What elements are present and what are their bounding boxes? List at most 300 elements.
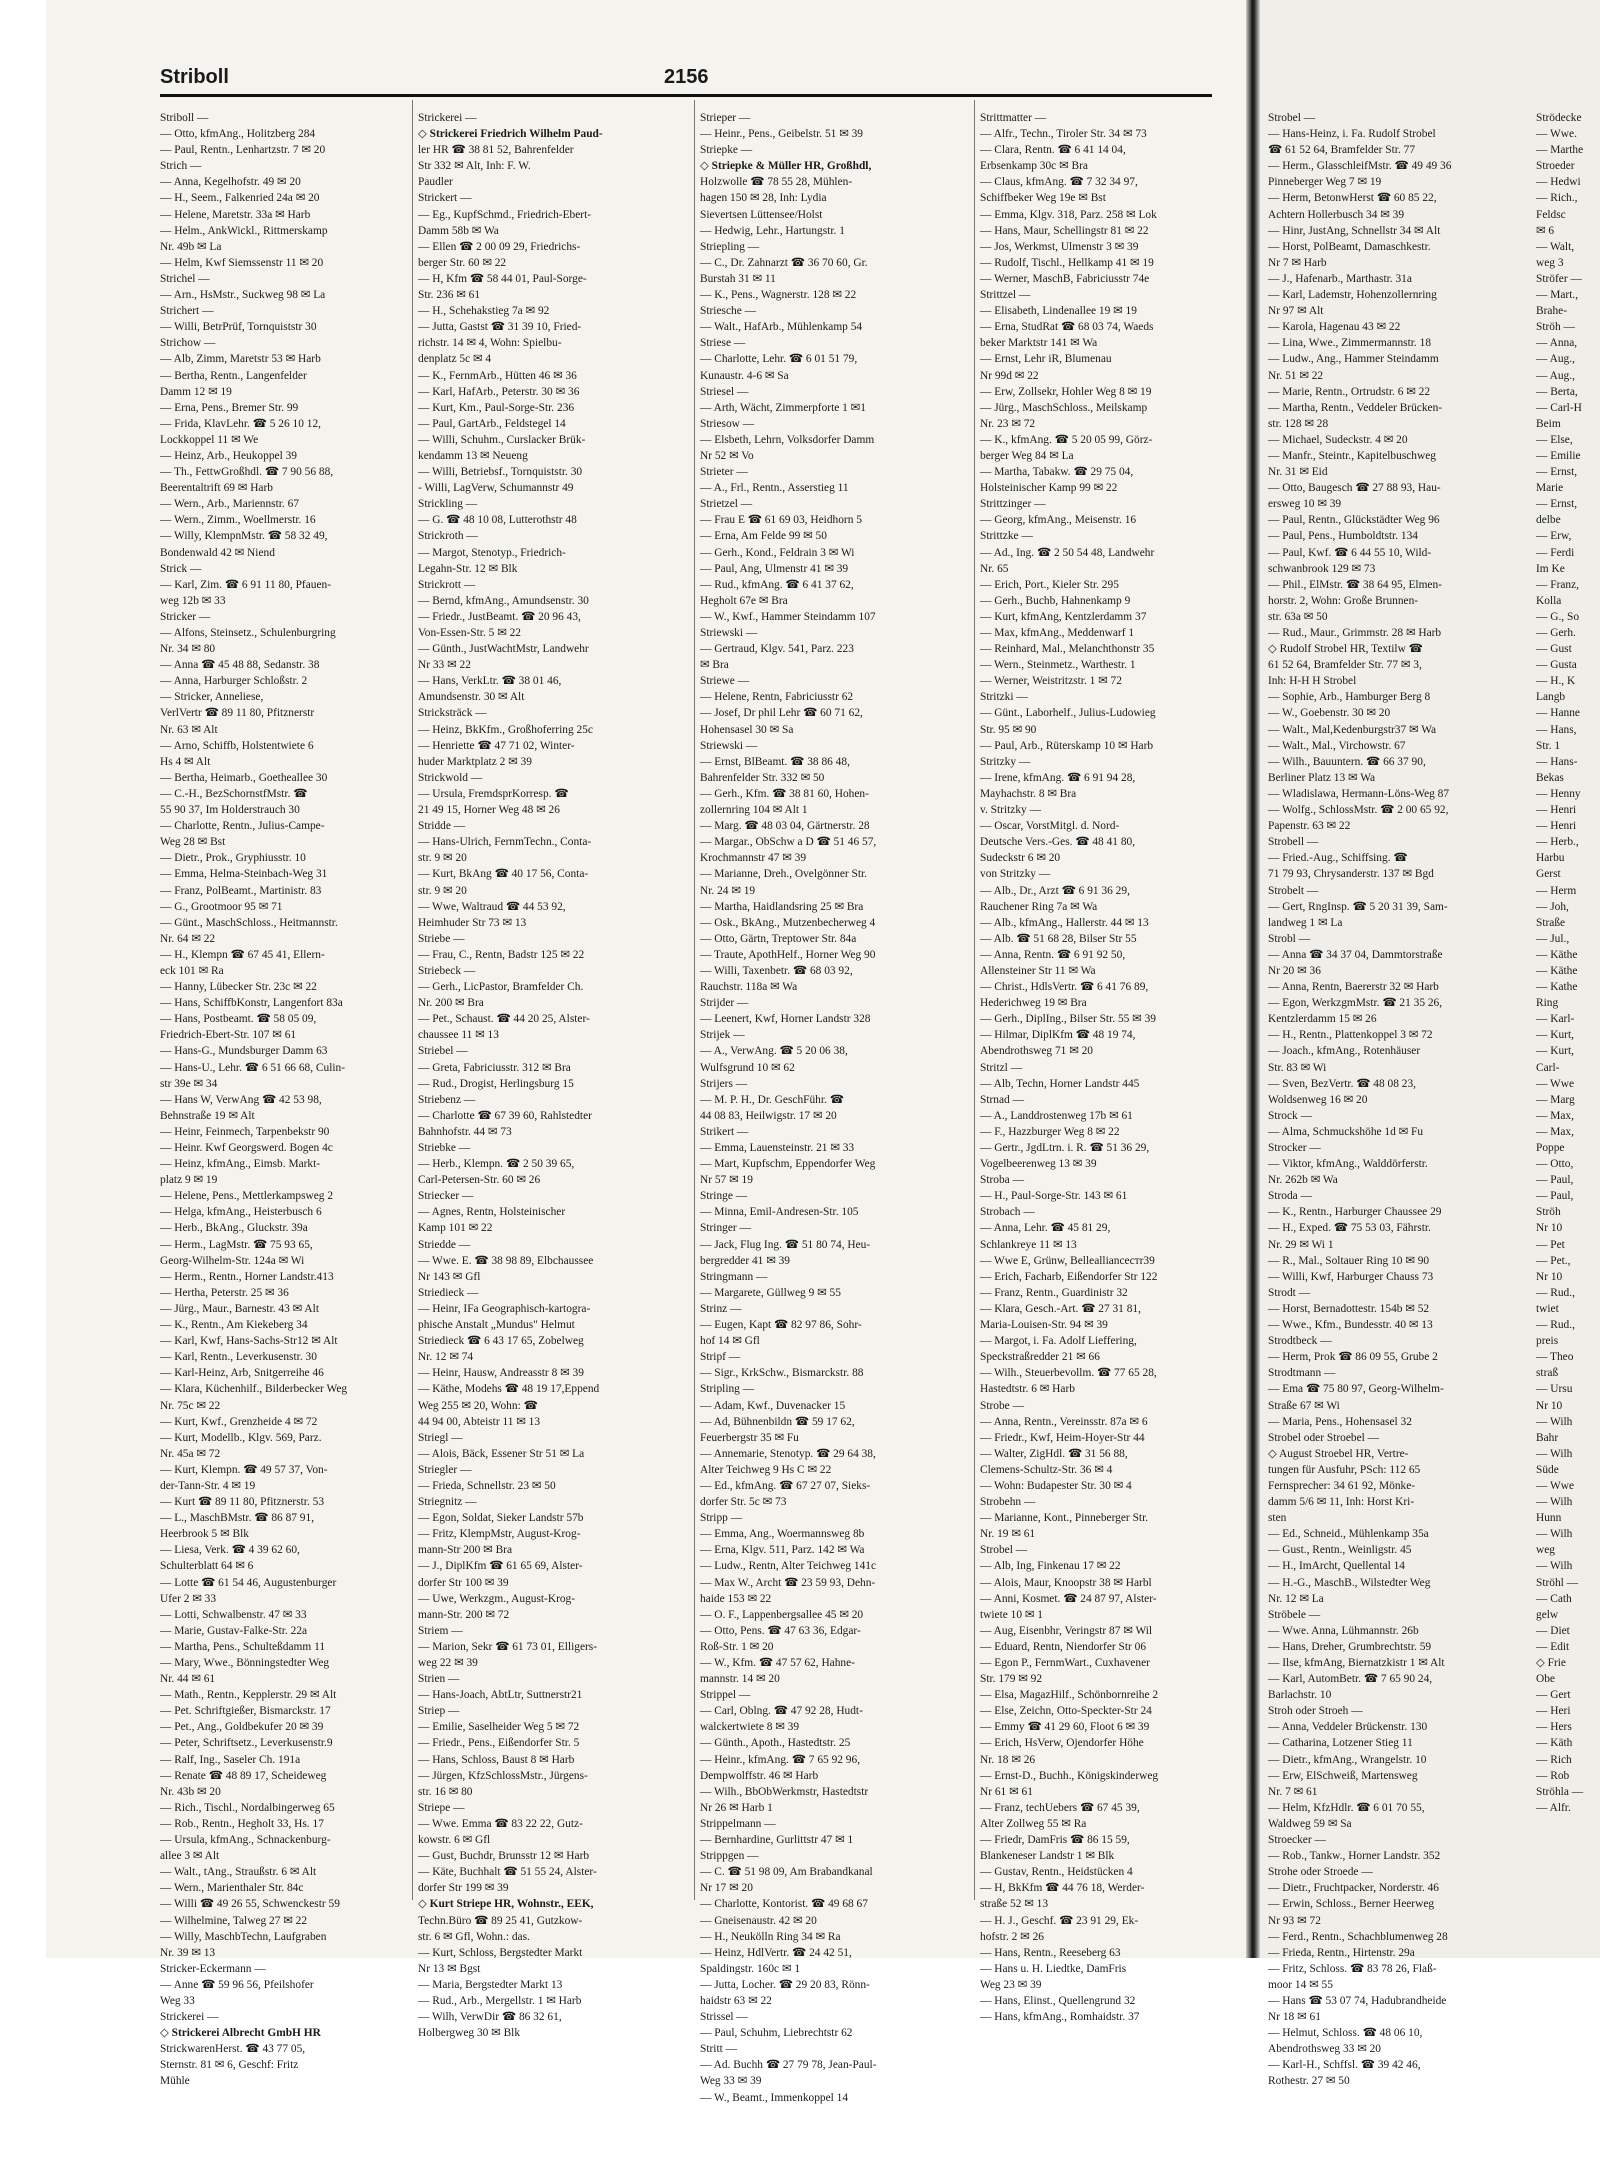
directory-entry-line: — Eugen, Kapt ☎ 82 97 86, Sohr-	[700, 1319, 862, 1332]
directory-entry-line: — Walt., Mal., Virchowstr. 67	[1268, 739, 1406, 752]
directory-entry-line: — Liesa, Verk. ☎ 4 39 62 60,	[160, 1544, 300, 1557]
directory-entry-line: — C., Dr. Zahnarzt ☎ 36 70 60, Gr.	[700, 256, 868, 269]
directory-entry-line: twiete 10 ✉ 1	[980, 1608, 1044, 1621]
directory-entry-line: Nr. 75c ✉ 22	[160, 1399, 221, 1412]
directory-entry-line: — Heinr, IFa Geographisch-kartogra-	[418, 1302, 591, 1315]
directory-entry-line: — Willi ☎ 49 26 55, Schwenckestr 59	[160, 1898, 340, 1911]
directory-entry-line: — Wwe E, Grünw, Belleallianceстr39	[980, 1254, 1155, 1267]
directory-entry-line: beker Marktstr 141 ✉ Wa	[980, 337, 1098, 350]
directory-entry-line: — M. P. H., Dr. GeschFühr. ☎	[700, 1093, 844, 1106]
directory-entry-line: — Helene, Maretstr. 33a ✉ Harb	[160, 208, 311, 221]
directory-entry-line: Kamp 101 ✉ 22	[418, 1222, 493, 1235]
directory-entry-line: Strittzinger —	[980, 498, 1046, 511]
directory-entry-line: Weg 23 ✉ 39	[980, 1978, 1042, 1991]
directory-entry-line: — Dietr., Fruchtpacker, Norderstr. 46	[1268, 1882, 1439, 1895]
directory-entry-line: Nr 93 ✉ 72	[1268, 1914, 1321, 1927]
directory-entry-line: — Gertr., JgdLtrn. i. R. ☎ 51 36 29,	[980, 1142, 1150, 1154]
column-divider	[974, 100, 975, 1900]
directory-entry-line: — Arth, Wächt, Zimmerpforte 1 ✉1	[700, 401, 866, 414]
directory-entry-line: — Alb, Ing, Finkenau 17 ✉ 22	[980, 1560, 1121, 1573]
directory-entry-line: — Pet. Schriftgießer, Bismarckstr. 17	[160, 1705, 331, 1718]
directory-entry-line: Straße 67 ✉ Wi	[1268, 1399, 1340, 1412]
directory-entry-line: Marie	[1536, 482, 1564, 495]
directory-entry-line: Stripling —	[700, 1383, 755, 1396]
directory-entry-line: — Frida, KlavLehr. ☎ 5 26 10 12,	[160, 417, 321, 430]
directory-entry-line: Striese —	[700, 337, 746, 350]
directory-entry-line: — Gerh., LicPastor, Bramfelder Ch.	[418, 981, 584, 994]
directory-entry-line: — Paul, Ang, Ulmenstr 41 ✉ 39	[700, 562, 849, 575]
directory-entry-line: ✉ 6	[1536, 224, 1555, 237]
directory-entry-line: — A., Landdrostenweg 17b ✉ 61	[980, 1109, 1133, 1122]
directory-entry-line: Allensteiner Str 11 ✉ Wa	[980, 964, 1096, 977]
directory-entry-line: Strickroth —	[418, 530, 478, 543]
directory-entry-line: — Helm., AnkWickl., Rittmerskamp	[160, 224, 328, 237]
directory-entry-line: mann-Str 200 ✉ Bra	[418, 1544, 513, 1557]
directory-entry-line: - Willi, LagVerw, Schumannstr 49	[418, 482, 574, 495]
directory-entry-line: — Erna, Klgv. 511, Parz. 142 ✉ Wa	[700, 1544, 865, 1557]
directory-entry-line: — Catharina, Lotzener Stieg 11	[1268, 1737, 1413, 1750]
directory-entry-line: Mayhachstr. 8 ✉ Bra	[980, 787, 1077, 800]
directory-entry-line: Nr. 43b ✉ 20	[160, 1785, 221, 1798]
directory-entry-line: Strobl —	[1268, 932, 1311, 945]
directory-entry-line: — Rich	[1536, 1753, 1572, 1766]
directory-entry-line: — Klara, Küchenhilf., Bilderbecker Weg	[160, 1383, 348, 1396]
directory-entry-line: — Franz, PolBeamt., Martinistr. 83	[160, 884, 322, 897]
directory-entry-line: — K., Rentn., Am Kiekeberg 34	[160, 1319, 308, 1332]
directory-entry-line: Nr. 64 ✉ 22	[160, 932, 216, 945]
directory-entry-line: VerlVertr ☎ 89 11 80, Pfitznerstr	[160, 707, 315, 720]
directory-entry-line: — Hans-Joach, AbtLtr, Suttnerstr21	[418, 1689, 583, 1702]
directory-entry-line: Ströfer —	[1536, 272, 1582, 285]
directory-entry-line: tungen für Ausfuhr, PSch: 112 65	[1268, 1463, 1421, 1476]
directory-entry-line: — Heinz, HdlVertr. ☎ 24 42 51,	[700, 1946, 852, 1959]
directory-entry-line: Nr 97 ✉ Alt	[1268, 305, 1324, 318]
directory-entry-line: — C.-H., BezSchornstfMstr. ☎	[160, 787, 308, 800]
directory-entry-line: Erbsenkamp 30c ✉ Bra	[980, 160, 1088, 173]
directory-entry-line: — Frieda, Schnellstr. 23 ✉ 50	[418, 1479, 556, 1492]
directory-entry-line: — Martha, Rentn., Veddeler Brücken-	[1268, 401, 1443, 414]
directory-entry-line: Strien —	[418, 1673, 460, 1686]
directory-entry-line: der-Tann-Str. 4 ✉ 19	[160, 1479, 256, 1492]
directory-entry-line: Sievertsen Lüttensee/Holst	[700, 208, 823, 221]
directory-entry-line: allee 3 ✉ Alt	[160, 1850, 220, 1863]
directory-entry-line: — Ernst,	[1536, 498, 1578, 511]
directory-entry-line: Nr. 18 ✉ 26	[980, 1753, 1036, 1766]
directory-entry-line: von Stritzky —	[980, 868, 1051, 881]
directory-entry-line: Stritt —	[700, 2043, 738, 2056]
directory-entry-line: — Rud., Maur., Grimmstr. 28 ✉ Harb	[1268, 627, 1442, 639]
directory-entry-line: horstr. 2, Wohn: Große Brunnen-	[1268, 594, 1419, 607]
directory-entry-line: — Ursula, FremdsprKorresp. ☎	[418, 787, 569, 800]
directory-entry-line: — Margarete, Güllweg 9 ✉ 55	[700, 1286, 841, 1299]
directory-entry-line: Von-Essen-Str. 5 ✉ 22	[418, 627, 521, 639]
directory-entry-line: — Margar., ObSchw a D ☎ 51 46 57,	[700, 836, 877, 849]
directory-entry-line: — Jutta, Locher. ☎ 29 20 83, Rönn-	[700, 1978, 870, 1991]
directory-entry-line: Stritzky —	[980, 755, 1031, 768]
directory-entry-line: — Erich, HsVerw, Ojendorfer Höhe	[980, 1737, 1144, 1750]
directory-entry-line: Nr 10	[1536, 1399, 1563, 1412]
directory-entry-line: — Elsa, MagazHilf., Schönbornreihe 2	[980, 1689, 1159, 1702]
directory-entry-line: — Wwe. Emma ☎ 83 22 22, Gutz-	[418, 1817, 583, 1830]
directory-entry-line: — Erw, Zollsekr, Hohler Weg 8 ✉ 19	[980, 385, 1152, 398]
directory-entry-line: — Max W., Archt ☎ 23 59 93, Dehn-	[700, 1576, 876, 1589]
directory-entry-line: — Erna, StudRat ☎ 68 03 74, Waeds	[980, 321, 1154, 334]
directory-entry-line: — Hedwig, Lehr., Hartungstr. 1	[700, 224, 845, 237]
directory-entry-line: Strittzke —	[980, 530, 1033, 543]
directory-entry-line: — Wilh., Steuerbevollm. ☎ 77 65 28,	[980, 1367, 1157, 1380]
directory-entry-line: — Margot, Stenotyp., Friedrich-	[418, 546, 566, 559]
directory-entry-line: Bahr	[1536, 1431, 1559, 1444]
directory-entry-line: — Gerh., DiplIng., Bilser Str. 55 ✉ 39	[980, 1013, 1156, 1026]
directory-entry-line: — Paul,	[1536, 1190, 1574, 1203]
directory-entry-line: Striegl —	[418, 1431, 463, 1444]
directory-entry-line: — Herm., GlasschleifMstr. ☎ 49 49 36	[1268, 160, 1452, 173]
directory-entry-line: — Wilh	[1536, 1528, 1573, 1541]
directory-entry-line: Abendrothsweg 71 ✉ 20	[980, 1045, 1093, 1058]
directory-entry-line: walckertwiete 8 ✉ 39	[700, 1721, 800, 1734]
directory-entry-line: berger Weg 84 ✉ La	[980, 449, 1074, 462]
directory-entry-line: Strobel —	[1268, 112, 1316, 124]
directory-entry-line: — H., Rentn., Plattenkoppel 3 ✉ 72	[1268, 1029, 1433, 1042]
directory-entry-line: Striebenz —	[418, 1093, 476, 1106]
directory-entry-line: Striegler —	[418, 1463, 472, 1476]
directory-entry-line: — Hans, Rentn., Reeseberg 63	[980, 1946, 1121, 1959]
directory-entry-line: haide 153 ✉ 22	[700, 1592, 772, 1605]
directory-entry-line: Legahn-Str. 12 ✉ Blk	[418, 562, 518, 575]
directory-entry-line: — Marianne, Dreh., Ovelgönner Str.	[700, 868, 868, 881]
directory-entry-line: Holsteinischer Kamp 99 ✉ 22	[980, 482, 1118, 495]
directory-entry-line: Striesche —	[700, 305, 756, 318]
directory-entry-line: — Hans, Elinst., Quellengrund 32	[980, 1994, 1136, 2007]
directory-entry-line: Strickwold —	[418, 771, 483, 784]
directory-entry-line: — A., VerwAng. ☎ 5 20 06 38,	[700, 1045, 848, 1058]
directory-entry-line: Feldsc	[1536, 208, 1566, 221]
directory-entry-line: — Friedr, DamFris ☎ 86 15 59,	[980, 1834, 1130, 1847]
directory-entry-line: Rauchener Ring 7a ✉ Wa	[980, 900, 1098, 913]
directory-entry-line: Str. 83 ✉ Wi	[1268, 1061, 1327, 1074]
directory-entry-line: Weg 33 ✉ 39	[700, 2075, 762, 2088]
directory-entry-line: Speckstraßredder 21 ✉ 66	[980, 1351, 1100, 1364]
directory-entry-line: — Rich.,	[1536, 192, 1578, 205]
directory-entry-line: — Rud.,	[1536, 1286, 1575, 1299]
directory-entry-line: — Clara, Rentn. ☎ 6 41 14 04,	[980, 144, 1126, 157]
directory-entry-line: str. 16 ✉ 80	[418, 1785, 473, 1798]
directory-entry-line: — Willi, BetrPrüf, Tornquiststr 30	[160, 321, 317, 334]
directory-entry-line: — Horst, Bernadottestr. 154b ✉ 52	[1268, 1302, 1430, 1315]
directory-entry-line: Nr. 44 ✉ 61	[160, 1673, 216, 1686]
directory-entry-line: — Heinr., kfmAng. ☎ 7 65 92 96,	[700, 1753, 861, 1766]
directory-entry-line: — Mart.,	[1536, 289, 1579, 302]
directory-entry-line: — H., Neukölln Ring 34 ✉ Ra	[700, 1930, 841, 1943]
directory-entry-line: Nr. 200 ✉ Bra	[418, 997, 484, 1010]
directory-entry-line: — Karl-Heinz, Arb, Snitgerreihe 46	[160, 1367, 324, 1380]
directory-entry-line: Striewski —	[700, 627, 758, 639]
directory-entry-line: Beim	[1536, 417, 1561, 430]
directory-entry-line: Bahnhofstr. 44 ✉ 73	[418, 1125, 512, 1138]
directory-entry-line: Nr 18 ✉ 61	[1268, 2011, 1321, 2024]
directory-entry-line: — Herm., Rentn., Horner Landstr.413	[160, 1270, 334, 1283]
directory-entry-line: Nr 20 ✉ 36	[1268, 964, 1321, 977]
directory-entry-line: — Gertraud, Klgv. 541, Parz. 223	[700, 643, 854, 656]
directory-entry-line: — Maria, Bergstedter Markt 13	[418, 1978, 563, 1991]
directory-entry-line: — Charlotte, Lehr. ☎ 6 01 51 79,	[700, 353, 858, 366]
directory-entry-line: Stridde —	[418, 820, 466, 833]
directory-entry-line: Strodtmann —	[1268, 1367, 1336, 1380]
directory-entry-line: Bekas	[1536, 771, 1564, 784]
directory-entry-line: — Hilmar, DiplKfm ☎ 48 19 74,	[980, 1029, 1136, 1042]
directory-entry-line: str. 9 ✉ 20	[418, 884, 467, 897]
directory-entry-line: — Wwe, Waltraud ☎ 44 53 92,	[418, 900, 566, 913]
directory-entry-line: — Kurt ☎ 89 11 80, Pfitznerstr. 53	[160, 1496, 325, 1509]
directory-entry-line: Striebe —	[418, 932, 465, 945]
directory-entry-line: 44 08 83, Heilwigstr. 17 ✉ 20	[700, 1109, 837, 1122]
directory-entry-line: str. 128 ✉ 28	[1268, 417, 1329, 430]
directory-entry-line: Süde	[1536, 1463, 1559, 1476]
directory-entry-line: — Dietr., Prok., Gryphiusstr. 10	[160, 852, 306, 865]
directory-entry-line: preis	[1536, 1335, 1559, 1348]
directory-entry-line: Damm 12 ✉ 19	[160, 385, 232, 398]
directory-entry-line: — H, BkKfm ☎ 44 76 18, Werder-	[980, 1882, 1145, 1895]
directory-entry-line: — Ed., kfmAng. ☎ 67 27 07, Sieks-	[700, 1479, 871, 1492]
directory-entry-line: Strick —	[160, 562, 202, 575]
directory-entry-line: Hastedtstr. 6 ✉ Harb	[980, 1383, 1075, 1396]
directory-entry-line: — Manfr., Steintr., Kapitelbuschweg	[1268, 449, 1436, 462]
directory-entry-line: — Aug.,	[1536, 369, 1575, 382]
directory-entry-line: — Rob., Rentn., Hegholt 33, Hs. 17	[160, 1817, 324, 1830]
header-rule	[160, 94, 1212, 97]
directory-entry-line: Wulfsgrund 10 ✉ 62	[700, 1061, 795, 1074]
directory-entry-line: straß	[1536, 1367, 1559, 1380]
directory-entry-line: — Gust	[1536, 643, 1572, 656]
directory-entry-line: — Theo	[1536, 1351, 1574, 1364]
directory-entry-line: — Viktor, kfmAng., Walddörferstr.	[1268, 1158, 1428, 1171]
directory-entry-line: — Ema ☎ 75 80 97, Georg-Wilhelm-	[1268, 1383, 1444, 1396]
directory-entry-line: — Hans, Postbeamt. ☎ 58 05 09,	[160, 1013, 317, 1026]
directory-entry-line: Bahrenfelder Str. 332 ✉ 50	[700, 771, 825, 784]
directory-entry-line: — A., Frl., Rentn., Asserstieg 11	[700, 482, 849, 495]
directory-entry-line: — Heinz, kfmAng., Eimsb. Markt-	[160, 1158, 321, 1171]
directory-entry-line: — Erwin, Schloss., Berner Heerweg	[1268, 1898, 1435, 1911]
directory-entry-line: Mühle	[160, 2075, 190, 2088]
directory-entry-line: — Friedr., Pens., Eißendorfer Str. 5	[418, 1737, 580, 1750]
directory-entry-line: — Wilh	[1536, 1496, 1573, 1509]
directory-entry-line: — Greta, Fabriciusstr. 312 ✉ Bra	[418, 1061, 571, 1074]
directory-entry-line: — Ed., Schneid., Mühlenkamp 35a	[1268, 1528, 1429, 1541]
directory-entry-line: Strickerei —	[160, 2011, 219, 2024]
directory-entry-line: — Hans, Maur, Schellingstr 81 ✉ 22	[980, 224, 1149, 237]
directory-entry-line: Nr. 23 ✉ 72	[980, 417, 1036, 430]
directory-entry-line: Hohensasel 30 ✉ Sa	[700, 723, 794, 736]
directory-entry-line: Strobe —	[980, 1399, 1024, 1412]
running-head-surname: Striboll	[160, 66, 229, 88]
directory-entry-line: Bondenwald 42 ✉ Niend	[160, 546, 275, 559]
directory-entry-line: — Anna, Rentn, Baererstr 32 ✉ Harb	[1268, 981, 1439, 994]
directory-entry-line: — Karola, Hagenau 43 ✉ 22	[1268, 321, 1401, 334]
directory-entry-line: Straße	[1536, 916, 1566, 929]
directory-entry-line: — Alois, Bäck, Essener Str 51 ✉ La	[418, 1447, 585, 1460]
directory-entry-line: — Wwe.	[1536, 128, 1577, 141]
directory-entry-line: Striesel —	[700, 385, 749, 398]
directory-entry-line: — Heinr., Pens., Geibelstr. 51 ✉ 39	[700, 128, 863, 141]
directory-entry-line: str. 9 ✉ 20	[418, 852, 467, 865]
directory-entry-line: — Reinhard, Mal., Melanchthonstr 35	[980, 643, 1155, 656]
directory-entry-line: — Herb.,	[1536, 836, 1579, 849]
directory-entry-line: — F., Hazzburger Weg 8 ✉ 22	[980, 1125, 1120, 1138]
directory-entry-line: — Max,	[1536, 1109, 1574, 1122]
directory-entry-line: — Emma, Ang., Woermannsweg 8b	[700, 1528, 865, 1541]
directory-entry-line: — Else,	[1536, 433, 1573, 446]
directory-entry-line: — Diet	[1536, 1624, 1570, 1637]
directory-entry-line: Strissel —	[700, 2011, 748, 2024]
directory-entry-line: Alter Zollweg 55 ✉ Ra	[980, 1817, 1087, 1830]
directory-entry-line: — Else, Zeichn, Otto-Speckter-Str 24	[980, 1705, 1152, 1718]
directory-entry-line: — Marie, Gustav-Falke-Str. 22a	[160, 1624, 308, 1637]
directory-entry-line: — Wern., Marienthaler Str. 84c	[160, 1882, 304, 1895]
directory-entry-line: — Pet	[1536, 1238, 1565, 1251]
directory-entry-line: Stringe —	[700, 1190, 748, 1203]
directory-entry-line: — Horst, PolBeamt, Damaschkestr.	[1268, 240, 1431, 253]
directory-entry-line: — Stricker, Anneliese,	[160, 691, 264, 704]
directory-entry-line: Strittzel —	[980, 289, 1031, 302]
directory-entry-line: — Egon P., FernmWart., Cuxhavener	[980, 1657, 1150, 1669]
directory-entry-line: ◇ Rudolf Strobel HR, Textilw ☎	[1268, 643, 1423, 656]
directory-entry-line: — Gustav, Rentn., Heidstücken 4	[980, 1866, 1133, 1879]
directory-entry-line: — Frieda, Rentn., Hirtenstr. 29a	[1268, 1946, 1415, 1959]
directory-entry-line: — Paul,	[1536, 1174, 1574, 1187]
directory-entry-line: — Wilh., Bauuntern. ☎ 66 37 90,	[1268, 755, 1426, 768]
directory-entry-line: — Wern., Arb., Mariennstr. 67	[160, 498, 300, 511]
facing-page-column	[1268, 110, 1530, 2088]
directory-entry-line: — Hans W, VerwAng ☎ 42 53 98,	[160, 1093, 322, 1106]
directory-entry-line: Strikert —	[700, 1125, 749, 1138]
directory-entry-line: — Paul, Rentn., Lenhartzstr. 7 ✉ 20	[160, 144, 326, 157]
directory-entry-line: — Helene, Rentn, Fabriciusstr 62	[700, 691, 854, 704]
directory-entry-line: bergredder 41 ✉ 39	[700, 1254, 790, 1267]
directory-entry-line: Maria-Louisen-Str. 94 ✉ 39	[980, 1319, 1108, 1332]
directory-entry-line: — Gust, Buchdr, Brunsstr 12 ✉ Harb	[418, 1850, 590, 1863]
directory-column-2	[418, 110, 673, 2040]
directory-entry-line: Sternstr. 81 ✉ 6, Geschf: Fritz	[160, 2059, 299, 2072]
directory-entry-line: — Wilh, VerwDir ☎ 86 32 61,	[418, 2011, 562, 2024]
directory-entry-line: — H., K	[1536, 675, 1576, 688]
directory-entry-line: — Otto, Baugesch ☎ 27 88 93, Hau-	[1268, 482, 1441, 495]
directory-entry-line: — Günt., Laborhelf., Julius-Ludowieg	[980, 707, 1156, 720]
directory-entry-line: — Erich, Facharb, Eißendorfer Str 122	[980, 1270, 1158, 1283]
directory-entry-line: — Ellen ☎ 2 00 09 29, Friedrichs-	[418, 240, 581, 253]
directory-entry-line: — Alb., Dr., Arzt ☎ 6 91 36 29,	[980, 884, 1130, 897]
directory-entry-line: — Anna,	[1536, 337, 1578, 350]
directory-column-4	[980, 110, 1235, 2024]
directory-entry-line: Strippel —	[700, 1689, 751, 1702]
directory-entry-line: str. 63a ✉ 50	[1268, 610, 1328, 623]
directory-entry-line: Strohe oder Stroede —	[1268, 1866, 1373, 1879]
column-divider	[694, 100, 695, 1900]
directory-entry-line: — Charlotte ☎ 67 39 60, Rahlstedter	[418, 1109, 592, 1122]
directory-entry-line: — Anne ☎ 59 96 56, Pfeilshofer	[160, 1978, 314, 1991]
directory-entry-line: delbe	[1536, 514, 1561, 527]
directory-entry-line: — Herb., BkAng., Gluckstr. 39a	[160, 1222, 308, 1235]
directory-entry-line: — Werner, Weistritzstr. 1 ✉ 72	[980, 675, 1122, 688]
directory-entry-line: haidstr 63 ✉ 22	[700, 1994, 772, 2007]
directory-entry-line: — Willi, Betriebsf., Tornquiststr. 30	[418, 466, 583, 479]
directory-entry-line: Strobach —	[980, 1206, 1035, 1219]
directory-entry-line: berger Str. 60 ✉ 22	[418, 256, 507, 269]
directory-entry-line: platz 9 ✉ 19	[160, 1174, 218, 1187]
directory-entry-line: — Hans, SchiffbKonstr, Langenfort 83a	[160, 997, 343, 1010]
directory-entry-line: — Aug.,	[1536, 353, 1575, 366]
directory-entry-line: — Mart, Kupfschm, Eppendorfer Weg	[700, 1158, 876, 1171]
directory-entry-line: Stroda —	[1268, 1190, 1312, 1203]
directory-entry-line: Strodt —	[1268, 1286, 1311, 1299]
directory-entry-line: — Martha, Haidlandsring 25 ✉ Bra	[700, 900, 864, 913]
directory-entry-line: — Hanny, Lübecker Str. 23c ✉ 22	[160, 981, 317, 994]
directory-entry-line: — Erw,	[1536, 530, 1572, 543]
directory-entry-line: — Carl-H	[1536, 401, 1582, 414]
directory-entry-line: Strinz —	[700, 1302, 742, 1315]
directory-entry-line: phische Anstalt „Mundus" Helmut	[418, 1319, 575, 1332]
directory-entry-line: — Willi, Schuhm., Curslacker Brük-	[418, 433, 586, 446]
directory-entry-line: — Heinz, Arb., Heukoppel 39	[160, 449, 297, 462]
directory-entry-line: Ströhla —	[1536, 1785, 1584, 1798]
directory-entry-line: Holbergweg 30 ✉ Blk	[418, 2027, 521, 2040]
directory-entry-line: Strickert —	[418, 192, 472, 205]
directory-entry-line: — Ernst, Lehr iR, Blumenau	[980, 353, 1112, 366]
directory-entry-line: — Kurt, Schloss, Bergstedter Markt	[418, 1946, 583, 1959]
directory-entry-line: Paudler	[418, 176, 453, 189]
directory-entry-line: — J., Hafenarb., Marthastr. 31a	[1268, 272, 1412, 285]
directory-entry-line: — Fritz, Schloss. ☎ 83 78 26, Flaß-	[1268, 1962, 1437, 1975]
directory-entry-line: — Wolfg., SchlossMstr. ☎ 2 00 65 92,	[1268, 804, 1449, 817]
directory-entry-line: Strickerei —	[418, 112, 477, 124]
directory-entry-line: — L., MaschBMstr. ☎ 86 87 91,	[160, 1512, 315, 1525]
directory-entry-line: Schlankreye 11 ✉ 13	[980, 1238, 1077, 1251]
directory-column-1	[160, 110, 415, 2088]
directory-entry-line: — Helm, KfzHdlr. ☎ 6 01 70 55,	[1268, 1801, 1425, 1814]
directory-entry-line: Nr. 29 ✉ Wi 1	[1268, 1238, 1334, 1251]
directory-entry-line: — Paul, Kwf. ☎ 6 44 55 10, Wild-	[1268, 546, 1432, 559]
directory-entry-line: — G., Grootmoor 95 ✉ 71	[160, 900, 283, 913]
directory-entry-line: Weg 28 ✉ Bst	[160, 836, 226, 849]
directory-entry-line: — Wwe. E. ☎ 38 98 89, Elbchaussee	[418, 1254, 594, 1267]
directory-entry-line: — Käthe	[1536, 948, 1578, 961]
page-header	[160, 64, 1210, 94]
directory-entry-line: Rothestr. 27 ✉ 50	[1268, 2075, 1350, 2088]
directory-entry-line: — Franz, Rentn., Guardinistr 32	[980, 1286, 1128, 1299]
directory-entry-line: — Ad, Bühnenbildn ☎ 59 17 62,	[700, 1415, 855, 1428]
directory-entry-line: — Ludw., Rentn, Alter Teichweg 141c	[700, 1560, 877, 1573]
directory-entry-line: — Herb., Klempn. ☎ 2 50 39 65,	[418, 1158, 575, 1171]
directory-entry-line: Brahe-	[1536, 305, 1567, 318]
directory-entry-line: Strodtbeck —	[1268, 1335, 1332, 1348]
directory-entry-line: — Emma, Helma-Steinbach-Weg 31	[160, 868, 328, 881]
directory-entry-line: — Minna, Emil-Andresen-Str. 105	[700, 1206, 859, 1219]
directory-entry-line: Spaldingstr. 160c ✉ 1	[700, 1962, 801, 1975]
directory-entry-line: — R., Mal., Soltauer Ring 10 ✉ 90	[1268, 1254, 1430, 1267]
directory-entry-line: Inh: H-H H Strobel	[1268, 675, 1357, 688]
directory-entry-line: — Paul, Pens., Humboldtstr. 134	[1268, 530, 1418, 543]
directory-entry-line: — Karl-	[1536, 1013, 1575, 1026]
directory-entry-line: Kolla	[1536, 594, 1562, 607]
directory-entry-line: — H., Schehakstieg 7a ✉ 92	[418, 305, 550, 318]
directory-entry-line: Strobell —	[1268, 836, 1319, 849]
directory-entry-line: Striebeck —	[418, 964, 476, 977]
directory-entry-line: — Emma, Lauensteinstr. 21 ✉ 33	[700, 1142, 855, 1154]
directory-entry-line: — Emma, Klgv. 318, Parz. 258 ✉ Lok	[980, 208, 1157, 221]
directory-entry-line: — Rudolf, Tischl., Hellkamp 41 ✉ 19	[980, 256, 1154, 269]
directory-entry-line: — Kurt, Kwf., Grenzheide 4 ✉ 72	[160, 1415, 318, 1428]
directory-entry-line: landweg 1 ✉ La	[1268, 916, 1343, 929]
directory-entry-line: Stroecker —	[1268, 1834, 1326, 1847]
